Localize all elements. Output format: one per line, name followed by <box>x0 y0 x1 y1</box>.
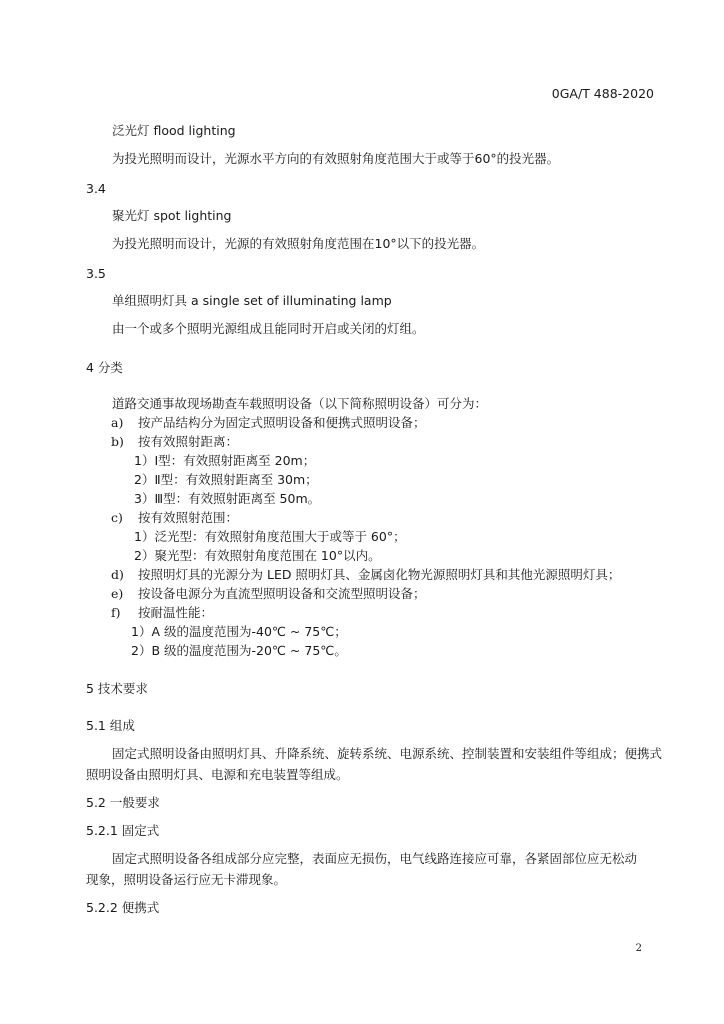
list-item-e: 按设备电源分为直流型照明设备和交流型照明设备； <box>138 586 426 601</box>
clause-heading-5-1: 5.1 组成 <box>86 718 135 733</box>
list-marker-f: f) <box>111 605 121 620</box>
clause-heading-5-2-1: 5.2.1 固定式 <box>86 823 160 838</box>
list-marker-a: a) <box>111 415 124 430</box>
definition-flood-lighting: 为投光照明而设计，光源水平方向的有效照射角度范围大于或等于60°的投光器。 <box>112 151 560 166</box>
definition-spot-lighting: 为投光照明而设计，光源的有效照射角度范围在10°以下的投光器。 <box>112 236 485 251</box>
sub-item-c2: 2）聚光型：有效照射角度范围在 10°以内。 <box>134 548 381 563</box>
sub-item-b1: 1）Ⅰ型：有效照射距离至 20m； <box>134 453 316 468</box>
fixed-requirement-line-1: 固定式照明设备各组成部分应完整，表面应无损伤，电气线路连接应可靠，各紧固部位应无松动 <box>112 851 638 866</box>
standard-code: 0GA/T 488-2020 <box>551 86 654 101</box>
term-single-set-lamp: 单组照明灯具 a single set of illuminating lamp <box>112 293 392 308</box>
list-item-d: 按照明灯具的光源分为 LED 照明灯具、金属卤化物光源照明灯具和其他光源照明灯具； <box>138 567 621 582</box>
composition-line-1: 固定式照明设备由照明灯具、升降系统、旋转系统、电源系统、控制装置和安装组件等组成；便携式 <box>112 746 663 761</box>
definition-single-set-lamp: 由一个或多个照明光源组成且能同时开启或关闭的灯组。 <box>112 321 425 336</box>
sub-item-b2: 2）Ⅱ型：有效照射距离至 30m； <box>134 472 318 487</box>
sub-item-f1: 1）A 级的温度范围为-40℃ ~ 75℃； <box>131 624 347 639</box>
list-item-c: 按有效照射范围： <box>138 510 239 525</box>
term-flood-lighting: 泛光灯 flood lighting <box>112 123 236 138</box>
clause-heading-5-2: 5.2 一般要求 <box>86 795 160 810</box>
composition-line-2: 照明设备由照明灯具、电源和充电装置等组成。 <box>86 767 349 782</box>
list-item-b: 按有效照射距离： <box>138 434 239 449</box>
list-marker-b: b) <box>111 434 124 449</box>
clause-heading-5-2-2: 5.2.2 便携式 <box>86 900 160 915</box>
list-marker-c: c) <box>111 510 123 525</box>
list-item-a: 按产品结构分为固定式照明设备和便携式照明设备； <box>138 415 426 430</box>
sub-item-b3: 3）Ⅲ型：有效照射距离至 50m。 <box>134 491 321 506</box>
sub-item-c1: 1）泛光型：有效照射角度范围大于或等于 60°； <box>134 529 406 544</box>
list-marker-d: d) <box>111 567 124 582</box>
page-number: 2 <box>635 943 642 954</box>
term-spot-lighting: 聚光灯 spot lighting <box>112 208 232 223</box>
clause-number-3-4: 3.4 <box>86 181 106 196</box>
sub-item-f2: 2）B 级的温度范围为-20℃ ~ 75℃。 <box>131 643 347 658</box>
classification-intro: 道路交通事故现场勘查车载照明设备（以下简称照明设备）可分为： <box>112 396 488 411</box>
clause-number-3-5: 3.5 <box>86 266 106 281</box>
fixed-requirement-line-2: 现象，照明设备运行应无卡滞现象。 <box>86 872 287 887</box>
list-marker-e: e) <box>111 586 124 601</box>
section-heading-5: 5 技术要求 <box>86 681 148 696</box>
section-heading-4: 4 分类 <box>86 360 123 375</box>
list-item-f: 按耐温性能： <box>138 605 214 620</box>
